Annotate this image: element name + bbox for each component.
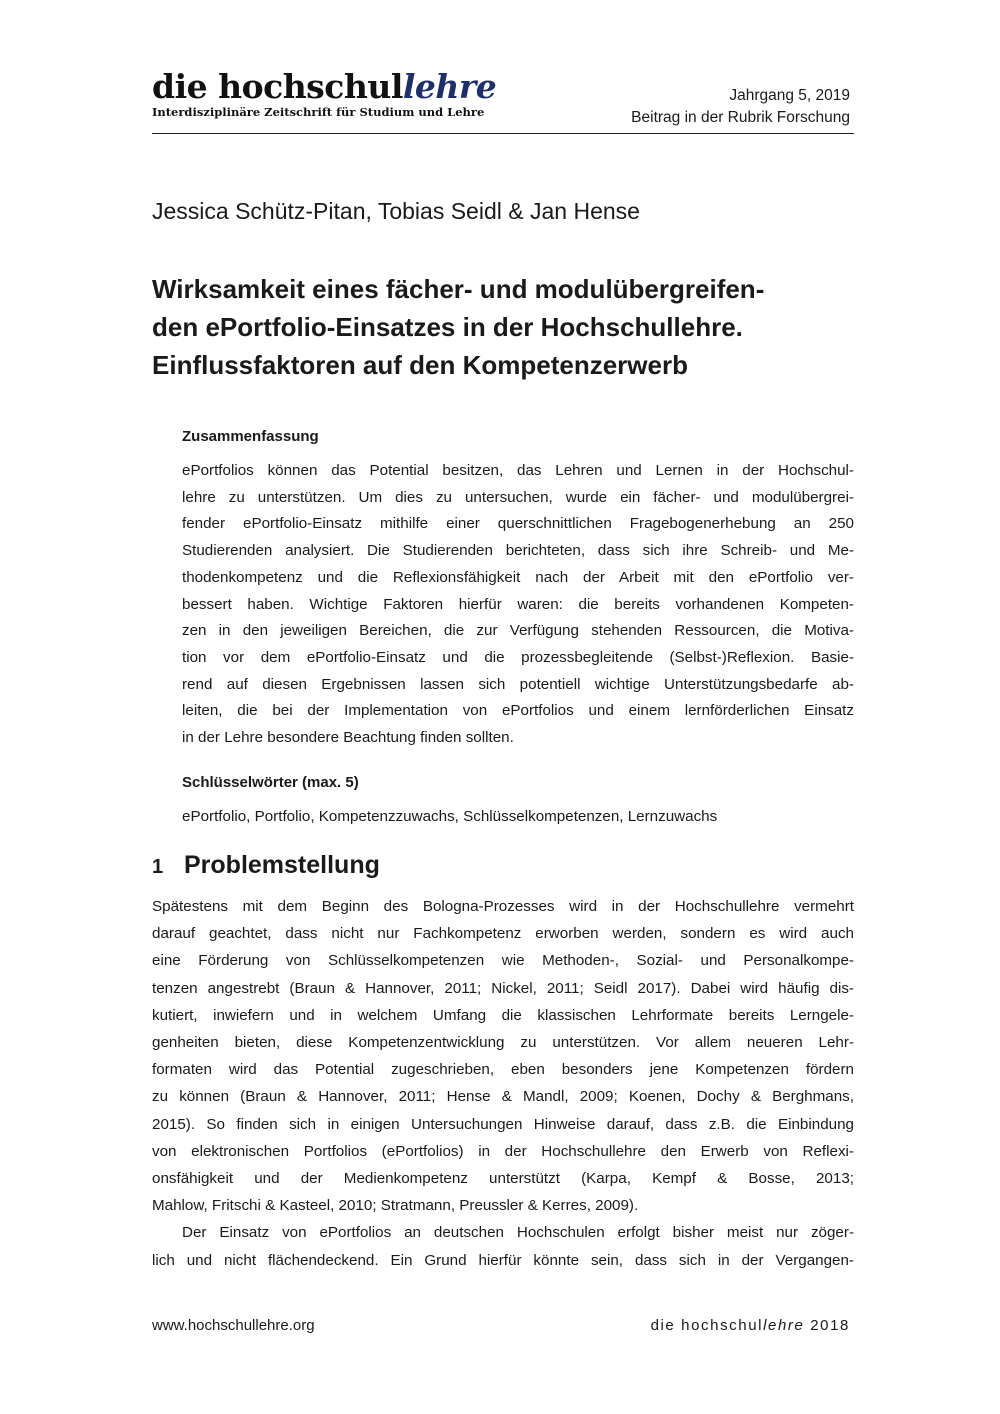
footer-year: 2018 [804,1317,850,1334]
keywords-text: ePortfolio, Portfolio, Kompetenzzuwachs, Schlüsselkompetenzen, Lernzuwachs [182,808,718,825]
body-line: tenzen angestrebt (Braun & Hannover, 2011; Nickel, 2011; Seidl 2017). Dabei wird häufig dis- [152,979,854,997]
section-title: Problemstellung [184,851,380,879]
title-line: Einflussfaktoren auf den Kompetenzerwerb [152,350,688,380]
footer-journal [651,1316,850,1336]
footer-website: www.hochschullehre.org [152,1317,315,1334]
body-line: lich und nicht flächendeckend. Ein Grund hierfür könnte sein, dass sich in der Vergangen- [152,1251,854,1269]
body-line: kutiert, inwiefern und in welchem Umfang die klassischen Lehrformate bereits Lerngele- [152,1006,854,1024]
abstract-heading: Zusammenfassung [182,428,319,445]
journal-subtitle: Interdisziplinäre Zeitschrift für Studium und Lehre [152,105,485,119]
abstract-text [182,458,854,752]
body-paragraph [152,1219,854,1273]
body-line: 2015). So finden sich in einigen Untersuchungen Hinweise darauf, dass z.B. die Einbindung [152,1115,854,1133]
abstract-line: Studierenden analysiert. Die Studierenden berichteten, dass sich ihre Schreib- und Me- [182,542,854,560]
section-body [152,893,854,1274]
title-line: Wirksamkeit eines fächer- und modulübergreifen- [152,274,765,304]
body-line: Mahlow, Fritschi & Kasteel, 2010; Stratmann, Preussler & Kerres, 2009). [152,1197,639,1215]
abstract-line: rend auf diesen Ergebnissen lassen sich potentiell wichtige Unterstützungsbedarfe ab- [182,675,854,693]
author-list: Jessica Schütz-Pitan, Tobias Seidl & Jan Hense [152,198,640,224]
footer-journal-italic: lehre [763,1317,805,1334]
body-line: darauf geachtet, dass nicht nur Fachkompetenz erworben werden, sondern es wird auch [152,925,854,943]
section-heading [152,848,380,884]
abstract-line: fender ePortfolio-Einsatz mithilfe einer querschnittlichen Fragebogenerhebung an 250 [182,515,854,533]
abstract-line: leiten, die bei der Implementation von ePortfolios und einem lernförderlichen Einsatz [182,702,854,720]
keywords-heading: Schlüsselwörter (max. 5) [182,774,359,791]
body-line: Der Einsatz von ePortfolios an deutschen Hochschulen erfolgt bisher meist nur zöger- [182,1224,854,1242]
section-number: 1 [152,856,164,878]
abstract-line: lehre zu unterstützen. Um dies zu untersuchen, wurde ein fächer- und modulübergrei- [182,488,854,506]
body-line: onsfähigkeit und der Medienkompetenz unterstützt (Karpa, Kempf & Bosse, 2013; [152,1170,854,1188]
body-line: eine Förderung von Schlüsselkompetenzen wie Methoden-, Sozial- und Personalkompe- [152,952,854,970]
issue-info [631,85,850,129]
body-line: von elektronischen Portfolios (ePortfolios) in der Hochschullehre den Erwerb von Reflexi- [152,1142,854,1160]
body-line: zu können (Braun & Hannover, 2011; Hense & Mandl, 2009; Koenen, Dochy & Berghmans, [152,1088,854,1106]
title-line: den ePortfolio-Einsatzes in der Hochschullehre. [152,312,743,342]
abstract-line: bessert haben. Wichtige Faktoren hierfür waren: die bereits vorhandenen Kompeten- [182,595,854,613]
header-divider [152,133,854,134]
body-line: formaten wird das Potential zugeschrieben, eben besonders jene Kompetenzen fördern [152,1061,854,1079]
body-paragraph [152,893,854,1219]
footer-journal-prefix: die hochschul [650,1317,764,1334]
body-line: Spätestens mit dem Beginn des Bologna-Prozesses wird in der Hochschullehre vermehrt [152,898,854,915]
abstract-line: tion vor dem ePortfolio-Einsatz und die prozessbegleitende (Selbst-)Reflexion. Basie- [182,648,854,666]
article-title [152,270,872,384]
abstract-section [182,426,854,752]
abstract-line: in der Lehre besondere Beachtung finden sollten. [182,729,514,747]
logo-main-text: die hochschul [152,67,403,106]
logo-italic-text: lehre [402,67,497,106]
rubric-label: Beitrag in der Rubrik Forschung [631,109,850,126]
body-line: genheiten bieten, diese Kompetenzentwicklung zu unterstützen. Vor allem neueren Lehr- [152,1034,854,1052]
abstract-line: zen in den jeweiligen Bereichen, die zur Verfügung stehenden Ressourcen, die Motiva- [182,622,854,640]
abstract-line: ePortfolios können das Potential besitzen, das Lehren und Lernen in der Hochschul- [182,462,854,479]
volume-year: Jahrgang 5, 2019 [729,87,850,104]
journal-masthead [152,67,512,119]
journal-logo [152,67,512,106]
abstract-line: thodenkompetenz und die Reflexionsfähigkeit nach der Arbeit mit den ePortfolio ver- [182,568,854,586]
